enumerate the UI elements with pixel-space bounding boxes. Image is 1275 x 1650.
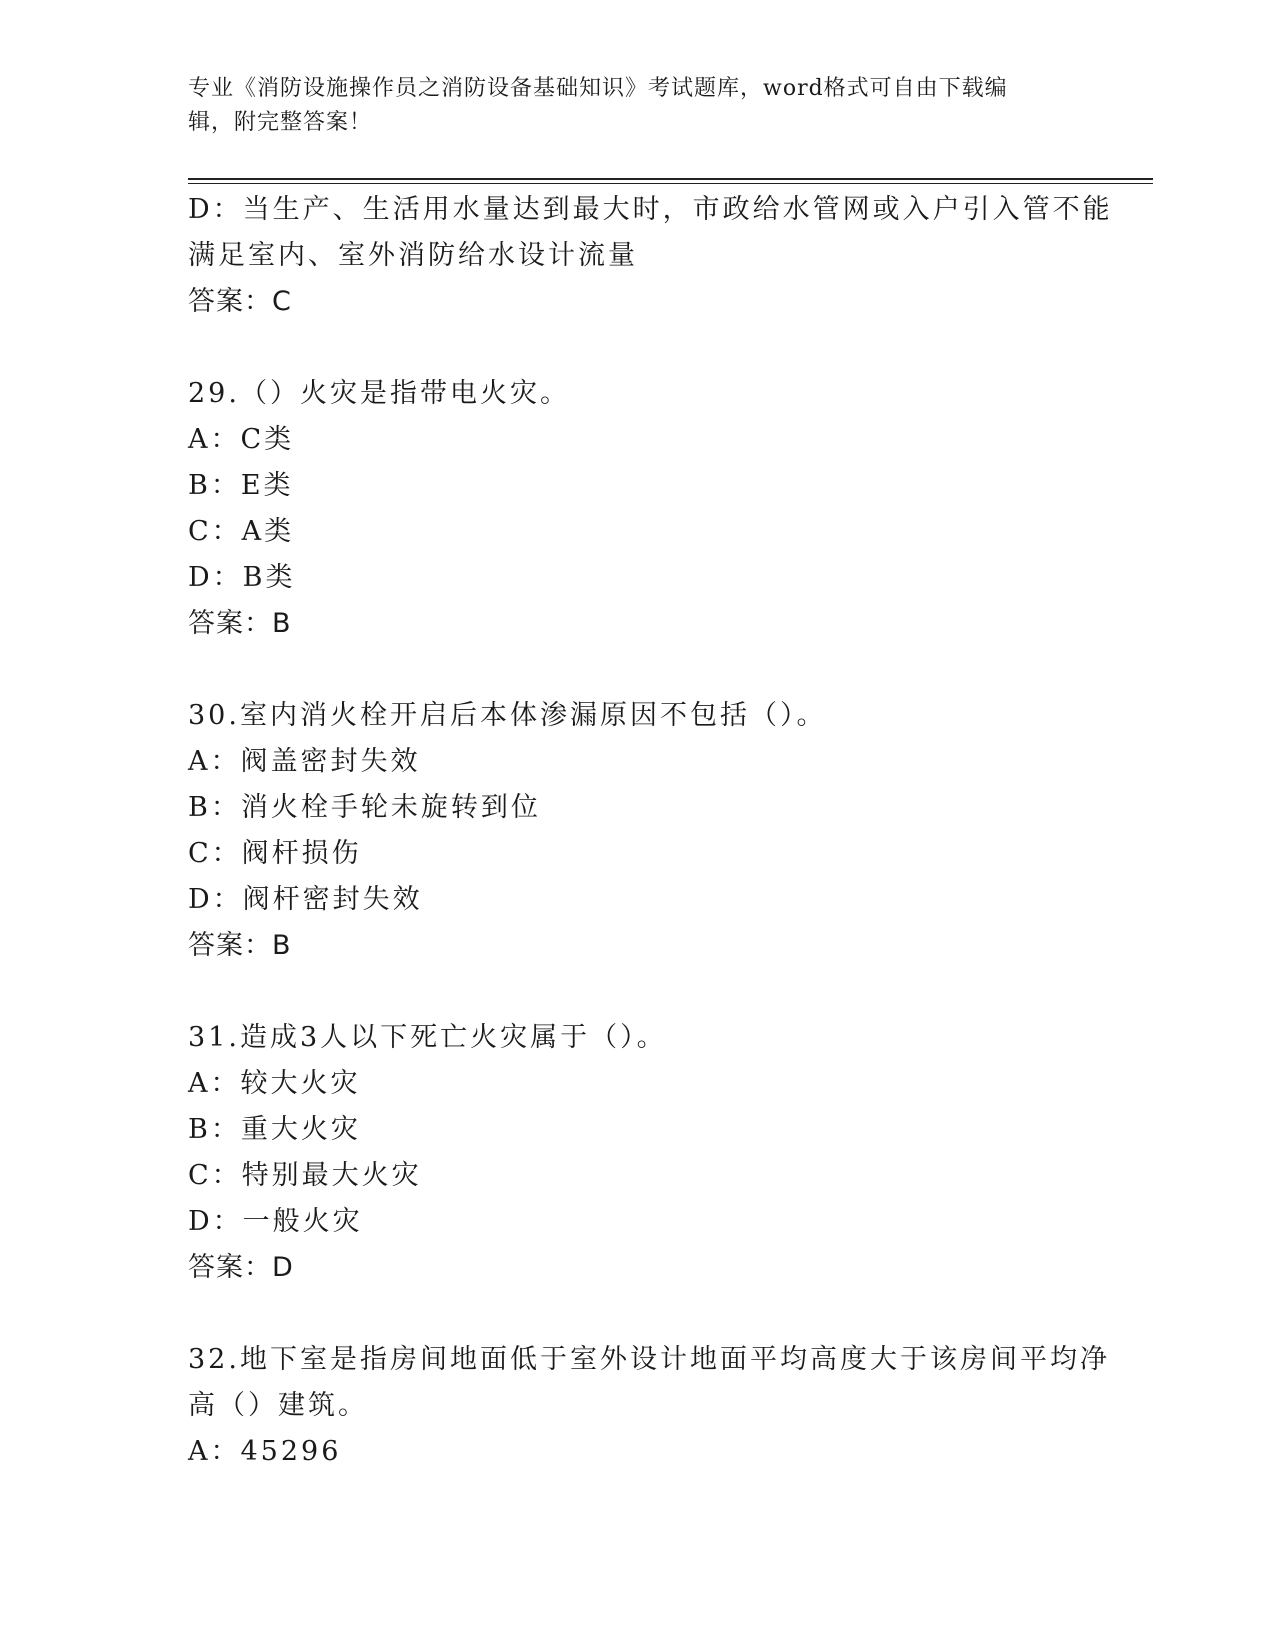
answer-line: 答案：C bbox=[188, 286, 292, 317]
question-30-answer: 答案：B bbox=[188, 930, 292, 961]
question-spacer bbox=[188, 1291, 1088, 1337]
question-29-option-d: D：B类 bbox=[188, 562, 296, 593]
question-31-option-a: A：较大火灾 bbox=[188, 1068, 361, 1099]
question-30-option-a: A：阀盖密封失效 bbox=[188, 746, 421, 777]
question-spacer bbox=[188, 325, 1088, 371]
header-rule-thin bbox=[188, 183, 1153, 184]
question-29-answer: 答案：B bbox=[188, 608, 292, 639]
question-30-option-b: B：消火栓手轮未旋转到位 bbox=[188, 792, 541, 823]
question-spacer bbox=[188, 647, 1088, 693]
header-line-2: 辑，附完整答案！ bbox=[188, 110, 373, 135]
question-31-answer: 答案：D bbox=[188, 1252, 294, 1283]
question-32-stem-continuation: 高（）建筑。 bbox=[188, 1390, 368, 1421]
document-header bbox=[188, 72, 1088, 140]
question-31-stem: 31.造成3人以下死亡火灾属于（）。 bbox=[188, 1022, 667, 1053]
question-30-option-d: D：阀杆密封失效 bbox=[188, 884, 423, 915]
question-31-option-b: B：重大火灾 bbox=[188, 1114, 361, 1145]
question-31-option-c: C：特别最大火灾 bbox=[188, 1160, 422, 1191]
question-30-option-c: C：阀杆损伤 bbox=[188, 838, 362, 869]
question-32-option-a: A：45296 bbox=[188, 1436, 342, 1467]
header-line-1: 专业《消防设施操作员之消防设备基础知识》考试题库，word格式可自由下载编 bbox=[188, 76, 1008, 101]
question-29-option-b: B：E类 bbox=[188, 470, 294, 501]
question-29-option-c: C：A类 bbox=[188, 516, 295, 547]
question-content bbox=[188, 187, 1113, 1475]
question-spacer bbox=[188, 969, 1088, 1015]
question-31-option-d: D：一般火灾 bbox=[188, 1206, 363, 1237]
option-d: D：当生产、生活用水量达到最大时，市政给水管网或入户引入管不能 bbox=[188, 194, 1113, 225]
header-rule-thick bbox=[188, 178, 1153, 180]
question-30-stem: 30.室内消火栓开启后本体渗漏原因不包括（）。 bbox=[188, 700, 827, 731]
question-29-stem: 29.（）火灾是指带电火灾。 bbox=[188, 378, 570, 409]
question-32-stem: 32.地下室是指房间地面低于室外设计地面平均高度大于该房间平均净 bbox=[188, 1344, 1110, 1375]
question-29-option-a: A：C类 bbox=[188, 424, 295, 455]
option-d-continuation: 满足室内、室外消防给水设计流量 bbox=[188, 240, 638, 271]
